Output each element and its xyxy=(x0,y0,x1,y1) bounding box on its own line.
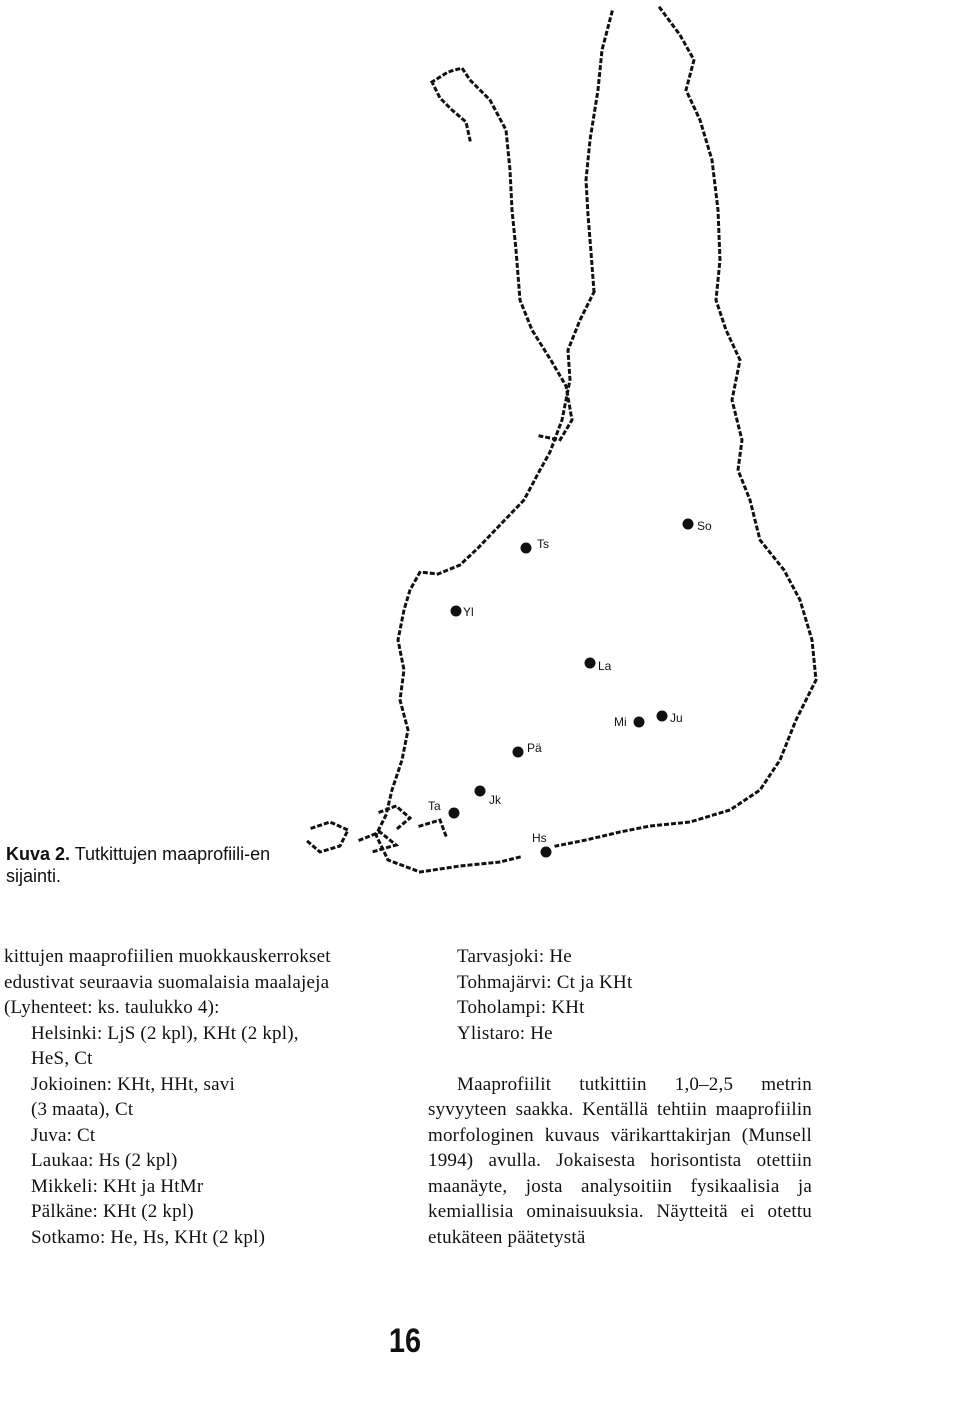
left-text-column xyxy=(4,944,392,1250)
site-marker-juva xyxy=(657,711,668,722)
page-number: 16 xyxy=(388,1322,422,1360)
caption-text: Tutkittujen maaprofiili-en sijainti. xyxy=(6,844,271,886)
site-soil-item: Jokioinen: KHt, HHt, savi xyxy=(31,1073,235,1095)
site-marker-ylistaro xyxy=(451,606,462,617)
site-soil-item: Helsinki: LjS (2 kpl), KHt (2 kpl), xyxy=(31,1022,299,1044)
site-label: Ta xyxy=(428,799,441,813)
site-soil-item: Pälkäne: KHt (2 kpl) xyxy=(31,1201,194,1222)
site-soil-item-cont: HeS, Ct xyxy=(31,1048,93,1069)
site-marker-jokioinen xyxy=(475,786,486,797)
site-label: So xyxy=(697,519,712,533)
site-label: Hs xyxy=(532,831,547,845)
site-soil-item: Mikkeli: KHt ja HtMr xyxy=(31,1175,204,1197)
intro-line: (Lyhenteet: ks. taulukko 4): xyxy=(4,997,220,1018)
right-text-column xyxy=(428,944,812,1250)
site-marker-mikkeli xyxy=(634,717,645,728)
site-marker-sotkamo xyxy=(683,519,694,530)
methods-paragraph xyxy=(428,1072,812,1251)
site-soil-item: Juva: Ct xyxy=(31,1124,96,1146)
finland-outline xyxy=(306,8,816,872)
site-soil-item: Laukaa: Hs (2 kpl) xyxy=(31,1150,178,1171)
site-soil-item: Sotkamo: He, Hs, KHt (2 kpl) xyxy=(31,1226,266,1248)
site-marker-palkane xyxy=(513,747,524,758)
finland-site-map xyxy=(300,0,840,900)
figure-caption xyxy=(6,843,296,887)
site-marker-tarvasjoki xyxy=(449,808,460,819)
site-soil-item: Tohmajärvi: Ct ja KHt xyxy=(457,971,633,993)
site-label: Pä xyxy=(527,741,542,755)
site-labels xyxy=(428,519,712,845)
intro-line: kittujen maaprofiilien muokkauskerrokset xyxy=(4,946,331,967)
site-soil-item-cont: (3 maata), Ct xyxy=(31,1099,134,1120)
methods-paragraph-text: Maaprofiilit tutkittiin 1,0–2,5 metrin syvyyteen saakka. Kentällä tehtiin maaprofiilin morfologinen kuvaus värikarttakirjan (Munsell 1994) avulla. Jokaisesta horisontista otettiin maanäyte, josta analysoitiin fysikaalisia ja kemiallisia ominaisuuksia. Näytteitä ei otettu etukäteen päätetystä xyxy=(428,1073,812,1248)
site-markers xyxy=(449,519,694,858)
site-marker-helsinki xyxy=(541,847,552,858)
site-label: Ju xyxy=(670,711,683,725)
intro-line: edustivat seuraavia suomalaisia maalajeja xyxy=(4,971,330,993)
site-soil-item: Tarvasjoki: He xyxy=(457,946,572,967)
site-label: Yl xyxy=(463,605,474,619)
site-marker-toholampi xyxy=(521,543,532,554)
site-label: Ts xyxy=(537,537,549,551)
site-marker-laukaa xyxy=(585,658,596,669)
caption-label: Kuva 2. xyxy=(6,844,71,864)
site-label: La xyxy=(598,659,612,673)
site-soil-item: Toholampi: KHt xyxy=(457,997,585,1018)
site-label: Mi xyxy=(614,715,627,729)
site-label: Jk xyxy=(489,793,501,807)
site-soil-item: Ylistaro: He xyxy=(457,1022,553,1044)
